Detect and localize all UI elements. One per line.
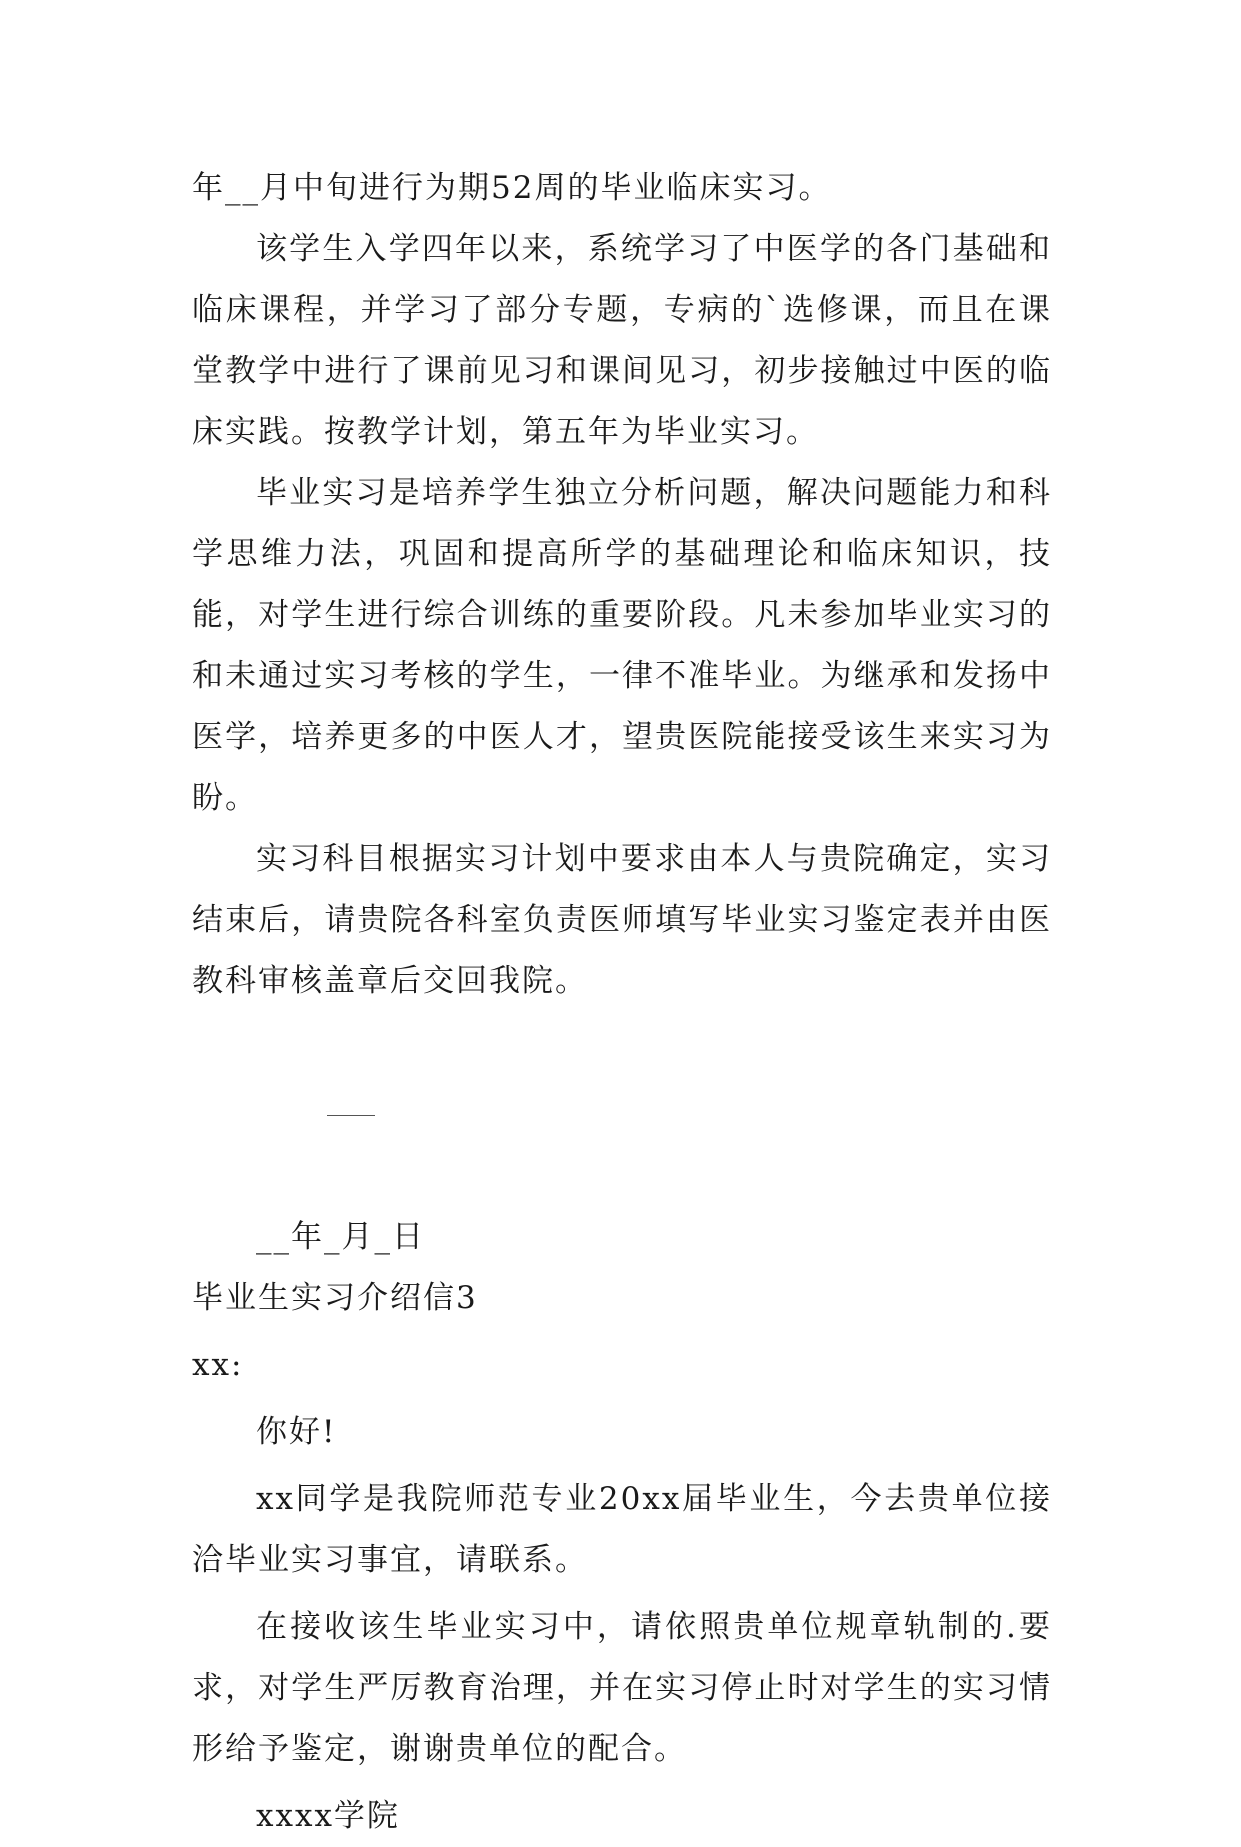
salutation: xx: <box>192 1347 244 1383</box>
paragraph-study-background: 该学生入学四年以来，系统学习了中医学的各门基础和临床课程，并学习了部分专题，专病的`选修课，而且在课堂教学中进行了课前见习和课间见习，初步接触过中医的临床实践。按教学计划，第五年为毕业实习。 <box>192 231 1052 450</box>
paragraph-internship-subjects: 实习科目根据实习计划中要求由本人与贵院确定，实习结束后，请贵院各科室负责医师填写毕业实习鉴定表并由医教科审核盖章后交回我院。 <box>192 841 1052 999</box>
signature-underline <box>327 1085 375 1116</box>
paragraph-internship-importance: 毕业实习是培养学生独立分析问题，解决问题能力和科学思维力法，巩固和提高所学的基础理论和临床知识，技能，对学生进行综合训练的重要阶段。凡未参加毕业实习的和未通过实习考核的学生，一律不准毕业。为继承和发扬中医学，培养更多的中医人才，望贵医院能接受该生来实习为盼。 <box>192 475 1052 816</box>
paragraph-student-introduction: xx同学是我院师范专业20xx届毕业生，今去贵单位接洽毕业实习事宜，请联系。 <box>192 1481 1052 1578</box>
signature-blank-line <box>192 1024 1052 1207</box>
greeting: 你好! <box>256 1414 337 1450</box>
paragraph-internship-period: 年__月中旬进行为期52周的毕业临床实习。 <box>192 170 832 206</box>
letter-title: 毕业生实习介绍信3 <box>192 1280 478 1316</box>
letter-date: __年_月_日 <box>256 1219 425 1255</box>
signature-school: xxxx学院 <box>256 1798 400 1834</box>
document-body <box>192 158 1052 1847</box>
paragraph-request: 在接收该生毕业实习中，请依照贵单位规章轨制的.要求，对学生严厉教育治理，并在实习停止时对学生的实习情形给予鉴定，谢谢贵单位的配合。 <box>192 1609 1052 1767</box>
